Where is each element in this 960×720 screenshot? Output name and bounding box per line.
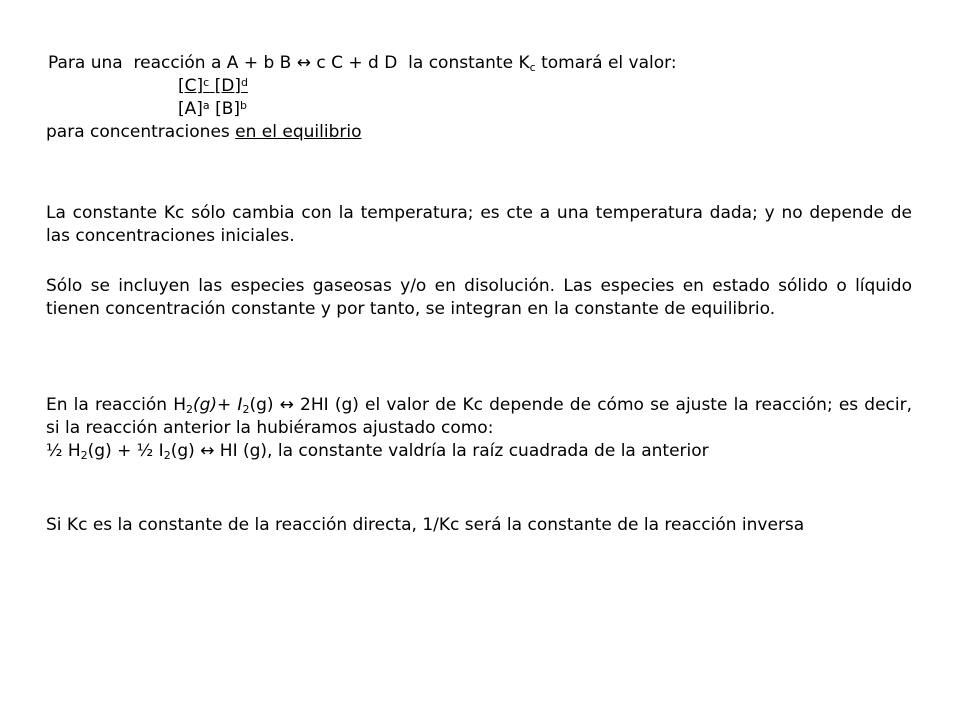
reaction-text-6: (g) ↔ HI (g), la constante valdría la raíz cuadrada de la anterior bbox=[170, 441, 709, 461]
exp-d: d bbox=[240, 76, 248, 89]
conc-b: [B] bbox=[215, 99, 240, 119]
reaction-text-3: (g) ↔ 2HI (g) el valor de Kc depende de cómo se ajuste la reacción; es decir, si la reacción anterior la hubiéramos ajustado como: bbox=[46, 395, 913, 438]
conc-d: [D] bbox=[214, 76, 241, 96]
numerator-expression bbox=[178, 76, 248, 96]
paragraph-reaction bbox=[46, 394, 912, 463]
kc-subscript: c bbox=[529, 61, 536, 74]
kc-intro-tail: tomará el valor: bbox=[535, 53, 677, 73]
sub-h2: 2 bbox=[185, 403, 193, 416]
kc-definition bbox=[48, 52, 914, 144]
reaction-text-4: ½ H bbox=[46, 441, 81, 461]
kc-intro-text: Para una reacción a A + b B ↔ c C + d D la constante K bbox=[48, 53, 530, 73]
reaction-text-5: (g) + ½ I bbox=[87, 441, 164, 461]
sub-i2-half: 2 bbox=[163, 449, 171, 462]
exp-c: c bbox=[203, 76, 210, 89]
kc-condition-line bbox=[46, 121, 914, 144]
sub-h2-half: 2 bbox=[80, 449, 88, 462]
conc-a: [A] bbox=[178, 99, 203, 119]
reaction-text-1: En la reacción H bbox=[46, 395, 186, 415]
condition-text: para concentraciones bbox=[46, 122, 236, 142]
sub-i2: 2 bbox=[242, 403, 250, 416]
paragraph-species: Sólo se incluyen las especies gaseosas y/o en disolución. Las especies en estado sólido o líquido tienen concentración constante y por tanto, se integran en la constante de equilibrio. bbox=[46, 276, 912, 319]
paragraph-temperature: La constante Kc sólo cambia con la temperatura; es cte a una temperatura dada; y no depende de las concentraciones iniciales. bbox=[46, 203, 912, 246]
conc-c: [C] bbox=[178, 76, 204, 96]
kc-numerator bbox=[48, 75, 914, 98]
kc-intro-line bbox=[48, 52, 914, 75]
kc-denominator bbox=[48, 98, 914, 121]
condition-underlined: en el equilibrio bbox=[235, 122, 362, 142]
paragraph-inverse: Si Kc es la constante de la reacción directa, 1/Kc será la constante de la reacción inversa bbox=[46, 515, 805, 535]
reaction-text-2: (g)+ I bbox=[192, 395, 243, 415]
exp-a: a bbox=[202, 99, 210, 112]
exp-b: b bbox=[240, 99, 247, 112]
